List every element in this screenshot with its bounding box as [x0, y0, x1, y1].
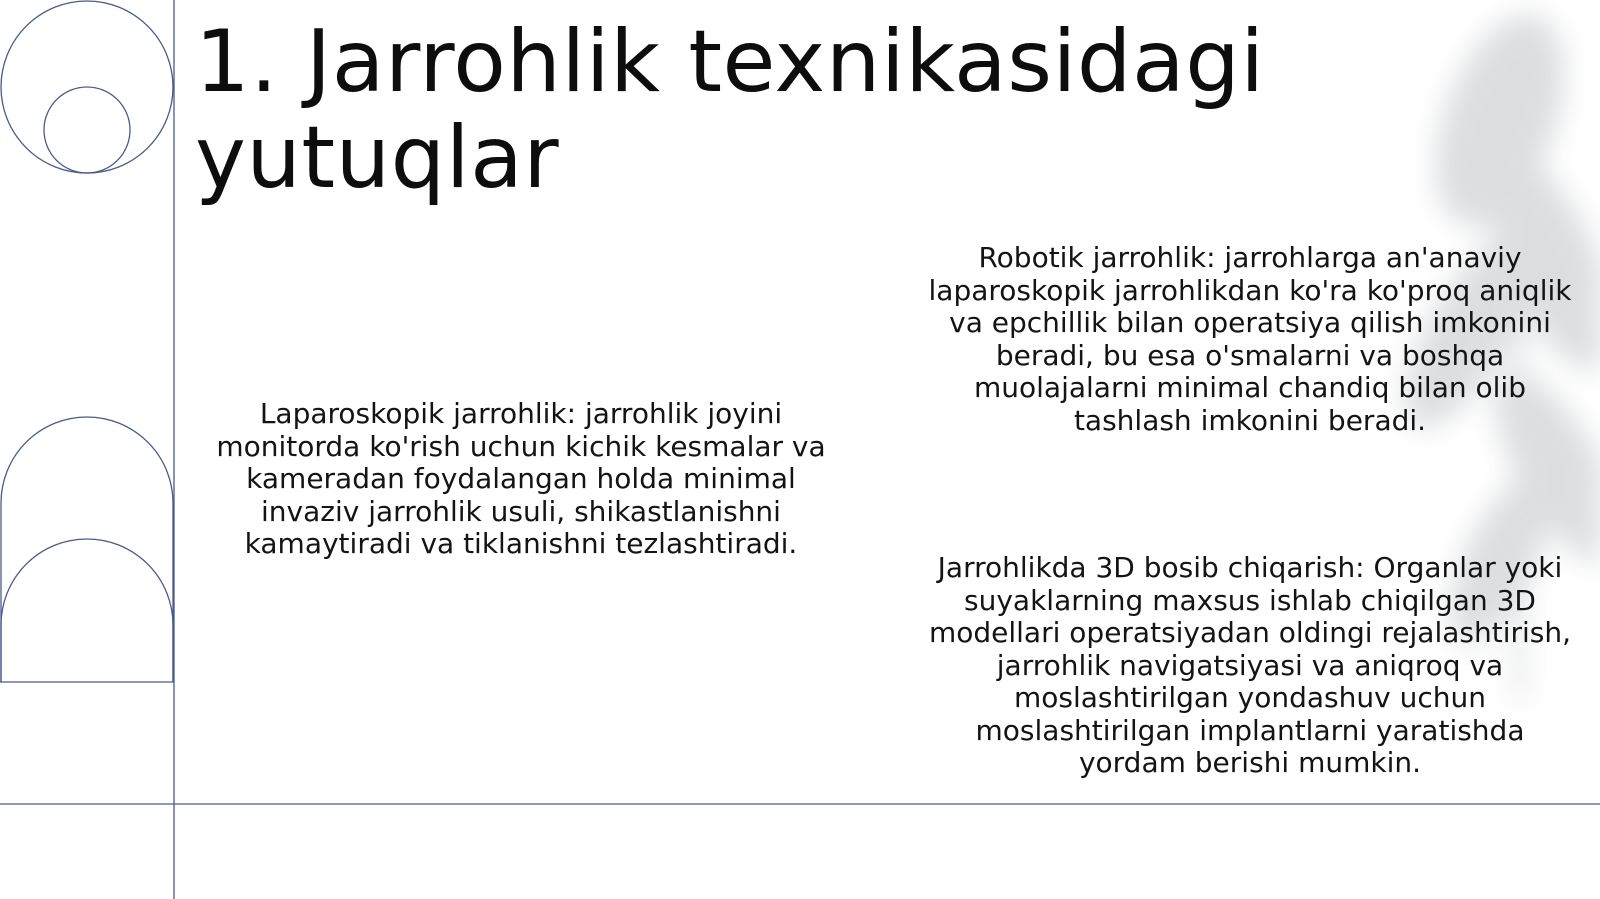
small-circle-outline — [44, 87, 130, 173]
laparoscopic-surgery-text: Laparoskopik jarrohlik: jarrohlik joyini monitorda ko'rish uchun kichik kesmalar va kameradan foydalangan holda minimal invaziv jarrohlik usuli, shikastlanishni kamaytiradi va tiklanishni tezlashtiradi. — [216, 397, 826, 560]
3d-printing-text: Jarrohlikda 3D bosib chiqarish: Organlar yoki suyaklarning maxsus ishlab chiqilgan 3D modellari operatsiyadan oldingi rejalashtirish, jarrohlik navigatsiyasi va aniqroq va moslashtirilgan yondashuv uchun moslashtirilgan implantlarni yaratishda yordam berishi mumkin. — [928, 551, 1572, 779]
slide-title: 1. Jarrohlik texnikasidagi yutuqlar — [195, 12, 1265, 208]
upper-arch-outline — [1, 417, 173, 682]
lower-arch-outline — [1, 539, 173, 682]
robotic-surgery-text: Robotik jarrohlik: jarrohlarga an'anaviy laparoskopik jarrohlikdan ko'ra ko'proq aniqlik va epchillik bilan operatsiya qilish imkonini beradi, bu esa o'smalarni va boshqa muolajalarni minimal chandiq bilan olib tashlash imkonini beradi. — [928, 241, 1572, 437]
